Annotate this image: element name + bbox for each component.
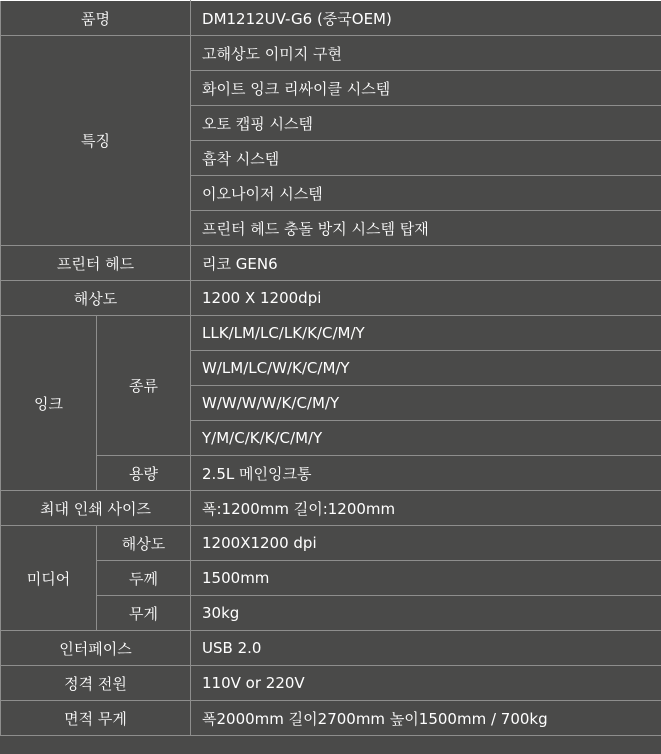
feature-item: 프린터 헤드 충돌 방지 시스템 탑재 bbox=[191, 211, 661, 246]
table-row bbox=[1, 666, 661, 701]
table-row bbox=[1, 281, 661, 316]
row-value-media-thickness: 1500mm bbox=[191, 561, 661, 596]
row-label-max-print-size: 최대 인쇄 사이즈 bbox=[1, 491, 191, 526]
row-label-dimensions-weight: 면적 무게 bbox=[1, 701, 191, 736]
row-value-interface: USB 2.0 bbox=[191, 631, 661, 666]
row-value-resolution: 1200 X 1200dpi bbox=[191, 281, 661, 316]
row-label-product-name: 품명 bbox=[1, 1, 191, 36]
ink-type-item: Y/M/C/K/K/C/M/Y bbox=[191, 421, 661, 456]
row-sublabel-ink-types: 종류 bbox=[97, 316, 191, 456]
feature-item: 화이트 잉크 리싸이클 시스템 bbox=[191, 71, 661, 106]
row-value-ink-capacity: 2.5L 메인잉크통 bbox=[191, 456, 661, 491]
table-row bbox=[1, 596, 661, 631]
feature-item: 이오나이저 시스템 bbox=[191, 176, 661, 211]
table-row bbox=[1, 491, 661, 526]
row-label-interface: 인터페이스 bbox=[1, 631, 191, 666]
row-value-dimensions-weight: 폭2000mm 길이2700mm 높이1500mm / 700kg bbox=[191, 701, 661, 736]
row-value-max-print-size: 폭:1200mm 길이:1200mm bbox=[191, 491, 661, 526]
ink-type-item: W/W/W/W/K/C/M/Y bbox=[191, 386, 661, 421]
feature-item: 고해상도 이미지 구현 bbox=[191, 36, 661, 71]
row-label-features: 특징 bbox=[1, 36, 191, 246]
row-label-print-head: 프린터 헤드 bbox=[1, 246, 191, 281]
row-value-power: 110V or 220V bbox=[191, 666, 661, 701]
table-row bbox=[1, 246, 661, 281]
row-label-media: 미디어 bbox=[1, 526, 97, 631]
feature-item: 오토 캡핑 시스템 bbox=[191, 106, 661, 141]
row-sublabel-media-resolution: 해상도 bbox=[97, 526, 191, 561]
table-row bbox=[1, 456, 661, 491]
table-row bbox=[1, 526, 661, 561]
table-row bbox=[1, 36, 661, 71]
row-sublabel-ink-capacity: 용량 bbox=[97, 456, 191, 491]
row-sublabel-media-thickness: 두께 bbox=[97, 561, 191, 596]
row-label-resolution: 해상도 bbox=[1, 281, 191, 316]
row-value-media-weight: 30kg bbox=[191, 596, 661, 631]
table-row bbox=[1, 316, 661, 351]
table-row bbox=[1, 1, 661, 36]
row-value-print-head: 리코 GEN6 bbox=[191, 246, 661, 281]
table-row bbox=[1, 631, 661, 666]
row-label-power: 정격 전원 bbox=[1, 666, 191, 701]
row-sublabel-media-weight: 무게 bbox=[97, 596, 191, 631]
ink-type-item: W/LM/LC/W/K/C/M/Y bbox=[191, 351, 661, 386]
row-value-media-resolution: 1200X1200 dpi bbox=[191, 526, 661, 561]
feature-item: 흡착 시스템 bbox=[191, 141, 661, 176]
row-label-ink: 잉크 bbox=[1, 316, 97, 491]
table-row bbox=[1, 701, 661, 736]
ink-type-item: LLK/LM/LC/LK/K/C/M/Y bbox=[191, 316, 661, 351]
table-row bbox=[1, 561, 661, 596]
row-value-product-name: DM1212UV-G6 (중국OEM) bbox=[191, 1, 661, 36]
